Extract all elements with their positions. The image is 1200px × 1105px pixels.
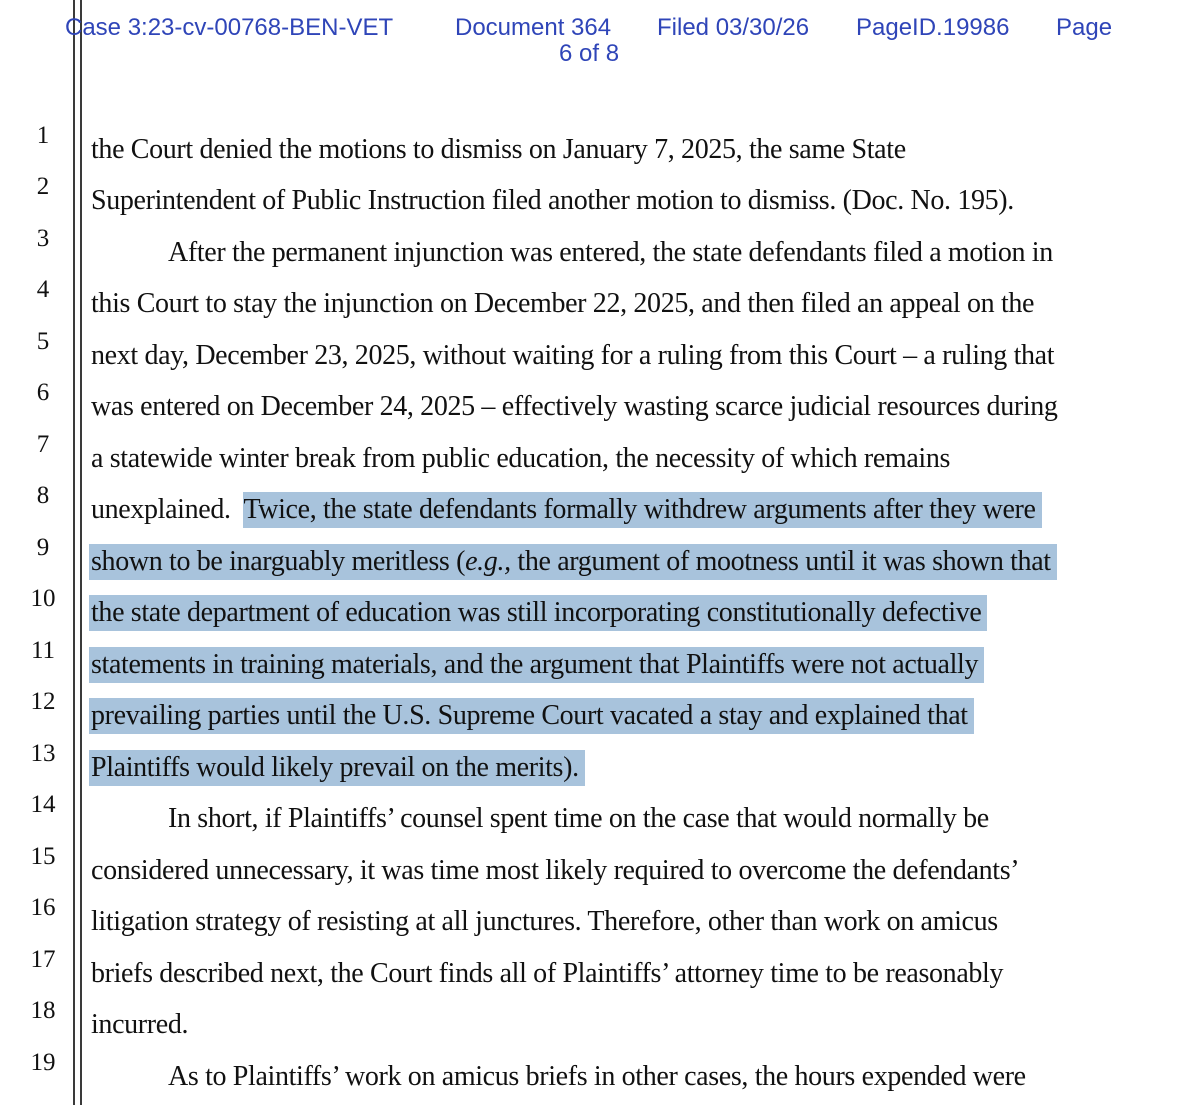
line-number: 12 — [30, 688, 56, 715]
text-line: was entered on December 24, 2025 – effectively wasting scarce judicial resources during — [91, 391, 1058, 422]
line-number: 1 — [36, 122, 50, 149]
line-number: 4 — [36, 276, 50, 303]
page-of: 6 of 8 — [559, 40, 620, 67]
line-number: 14 — [30, 791, 56, 818]
line-number: 19 — [30, 1049, 56, 1076]
text-line: considered unnecessary, it was time most likely required to overcome the defendants’ — [91, 855, 1020, 886]
text-line — [91, 545, 1057, 579]
case-number: Case 3:23-cv-00768-BEN-VET — [65, 14, 394, 41]
text-line — [91, 699, 974, 733]
line-number: 3 — [36, 225, 50, 252]
text-line: litigation strategy of resisting at all junctures. Therefore, other than work on amicus — [91, 906, 998, 937]
left-margin-rule — [73, 0, 75, 1105]
highlighted-text: Plaintiffs would likely prevail on the merits). — [89, 750, 585, 786]
text-line — [91, 596, 987, 630]
text-line: In short, if Plaintiffs’ counsel spent time on the case that would normally be — [168, 803, 989, 834]
line-number: 6 — [36, 379, 50, 406]
highlighted-text: prevailing parties until the U.S. Supreme Court vacated a stay and explained that — [89, 698, 974, 734]
line-number: 11 — [30, 637, 56, 664]
left-margin-rule-inner — [80, 0, 82, 1105]
line-number: 16 — [30, 894, 56, 921]
page-id: PageID.19986 — [856, 14, 1010, 41]
line-number: 15 — [30, 843, 56, 870]
line-number: 7 — [36, 431, 50, 458]
highlighted-text: the state department of education was still incorporating constitutionally defective — [89, 595, 987, 631]
line-number: 8 — [36, 482, 50, 509]
text-line: this Court to stay the injunction on December 22, 2025, and then filed an appeal on the — [91, 288, 1035, 319]
text-line — [91, 751, 585, 785]
highlighted-text — [89, 544, 1057, 580]
text-line: next day, December 23, 2025, without waiting for a ruling from this Court – a ruling that — [91, 340, 1055, 371]
line-number: 5 — [36, 328, 50, 355]
italic-text: e.g., — [465, 546, 511, 577]
highlighted-text: statements in training materials, and the argument that Plaintiffs were not actually — [89, 647, 984, 683]
filed-date: Filed 03/30/26 — [657, 14, 810, 41]
line-number: 10 — [30, 585, 56, 612]
text-segment: shown to be inarguably meritless ( — [91, 546, 466, 577]
line-number: 13 — [30, 740, 56, 767]
line-number: 2 — [36, 173, 50, 200]
text-segment: the argument of mootness until it was shown that — [510, 546, 1051, 577]
line-number: 17 — [30, 946, 56, 973]
line-number: 9 — [36, 534, 50, 561]
line-number: 18 — [30, 997, 56, 1024]
text-line: Superintendent of Public Instruction filed another motion to dismiss. (Doc. No. 195). — [91, 185, 1014, 216]
text-line: the Court denied the motions to dismiss on January 7, 2025, the same State — [91, 134, 906, 165]
highlighted-text: Twice, the state defendants formally withdrew arguments after they were — [243, 492, 1041, 528]
text-segment: unexplained. — [91, 494, 244, 525]
text-line: a statewide winter break from public education, the necessity of which remains — [91, 443, 951, 474]
text-line — [91, 493, 1042, 527]
text-line: As to Plaintiffs’ work on amicus briefs in other cases, the hours expended were — [168, 1061, 1026, 1092]
text-line: After the permanent injunction was entered, the state defendants filed a motion in — [168, 237, 1053, 268]
text-line — [91, 648, 984, 682]
document-number: Document 364 — [455, 14, 612, 41]
text-line: incurred. — [91, 1009, 189, 1040]
text-line: briefs described next, the Court finds all of Plaintiffs’ attorney time to be reasonably — [91, 958, 1004, 989]
page-label: Page — [1056, 14, 1113, 41]
